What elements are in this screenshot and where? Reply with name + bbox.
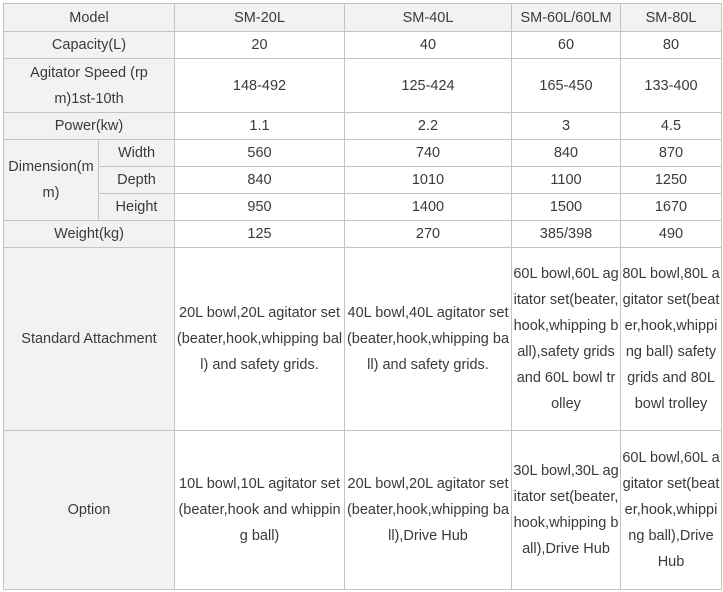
option-row: [4, 431, 722, 590]
row-label-option: Option: [4, 431, 175, 590]
table-cell: 740: [345, 140, 512, 167]
depth-row: [4, 167, 722, 194]
table-cell: 270: [345, 221, 512, 248]
row-label-height: Height: [99, 194, 175, 221]
power-row: [4, 113, 722, 140]
table-cell: 125-424: [345, 59, 512, 113]
table-cell: 870: [621, 140, 722, 167]
table-cell: 60L bowl,60L agitator set(beater,hook,whipping ball),safety grids and 60L bowl trolley: [512, 248, 621, 431]
header-sm-20l: SM-20L: [175, 4, 345, 32]
table-cell: 1400: [345, 194, 512, 221]
table-cell: 385/398: [512, 221, 621, 248]
row-label-standard-attachment: Standard Attachment: [4, 248, 175, 431]
table-cell: 80: [621, 32, 722, 59]
table-cell: 60L bowl,60L agitator set(beater,hook,whipping ball),Drive Hub: [621, 431, 722, 590]
table-cell: 30L bowl,30L agitator set(beater,hook,whipping ball),Drive Hub: [512, 431, 621, 590]
capacity-row: [4, 32, 722, 59]
header-sm-80l: SM-80L: [621, 4, 722, 32]
table-cell: 1.1: [175, 113, 345, 140]
table-cell: 20: [175, 32, 345, 59]
table-cell: 840: [512, 140, 621, 167]
table-cell: 1670: [621, 194, 722, 221]
table-cell: 840: [175, 167, 345, 194]
header-row: [4, 4, 722, 32]
width-row: [4, 140, 722, 167]
row-label-width: Width: [99, 140, 175, 167]
table-cell: 60: [512, 32, 621, 59]
height-row: [4, 194, 722, 221]
weight-row: [4, 221, 722, 248]
table-cell: 3: [512, 113, 621, 140]
table-cell: 490: [621, 221, 722, 248]
table-cell: 950: [175, 194, 345, 221]
row-label-agitator-speed: Agitator Speed (rpm)1st-10th: [4, 59, 175, 113]
table-cell: 148-492: [175, 59, 345, 113]
table-cell: 560: [175, 140, 345, 167]
table-cell: 40L bowl,40L agitator set(beater,hook,whipping ball) and safety grids.: [345, 248, 512, 431]
table-cell: 4.5: [621, 113, 722, 140]
table-cell: 1100: [512, 167, 621, 194]
table-cell: 165-450: [512, 59, 621, 113]
table-cell: 2.2: [345, 113, 512, 140]
row-label-capacity: Capacity(L): [4, 32, 175, 59]
row-label-depth: Depth: [99, 167, 175, 194]
table-cell: 1010: [345, 167, 512, 194]
row-label-dimension: Dimension(mm): [4, 140, 99, 221]
row-label-power: Power(kw): [4, 113, 175, 140]
table-cell: 80L bowl,80L agitator set(beater,hook,whipping ball) safety grids and 80L bowl trolley: [621, 248, 722, 431]
table-cell: 40: [345, 32, 512, 59]
table-cell: 133-400: [621, 59, 722, 113]
table-cell: 1250: [621, 167, 722, 194]
table-cell: 125: [175, 221, 345, 248]
header-model: Model: [4, 4, 175, 32]
table-cell: 1500: [512, 194, 621, 221]
table-cell: 10L bowl,10L agitator set(beater,hook and whipping ball): [175, 431, 345, 590]
standard-attachment-row: [4, 248, 722, 431]
agitator-speed-row: [4, 59, 722, 113]
table-cell: 20L bowl,20L agitator set(beater,hook,whipping ball),Drive Hub: [345, 431, 512, 590]
header-sm-60l: SM-60L/60LM: [512, 4, 621, 32]
table-cell: 20L bowl,20L agitator set(beater,hook,whipping ball) and safety grids.: [175, 248, 345, 431]
row-label-weight: Weight(kg): [4, 221, 175, 248]
spec-table: [3, 3, 722, 590]
header-sm-40l: SM-40L: [345, 4, 512, 32]
